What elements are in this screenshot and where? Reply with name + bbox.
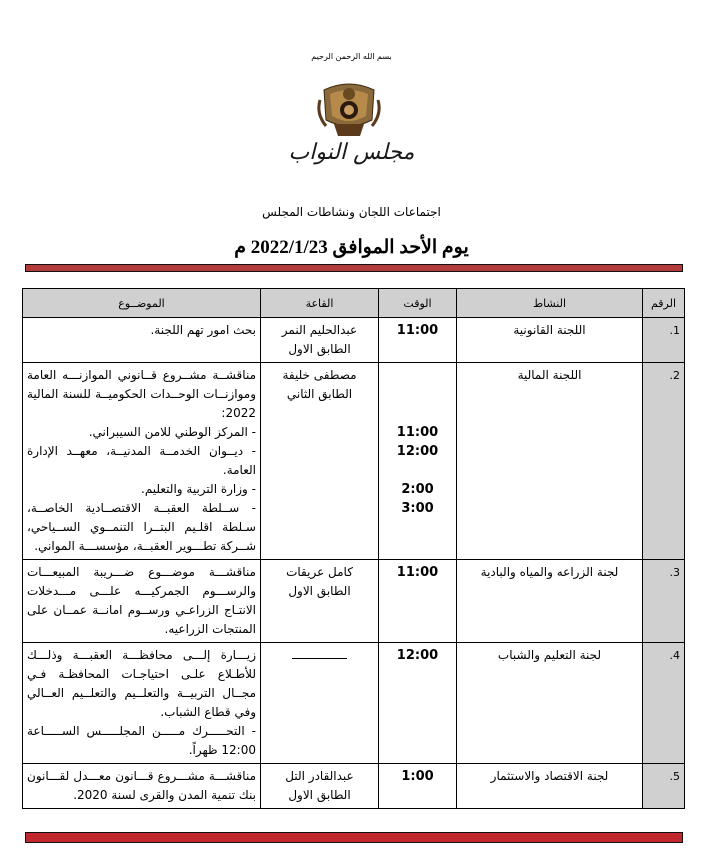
hall-floor: الطابق الاول [288,584,351,598]
row-time [379,560,457,643]
row-hall [261,363,379,560]
time-value [383,461,452,480]
table-row [23,643,685,764]
row-time [379,363,457,560]
hall-name: عبدالقادر التل [285,769,354,783]
row-hall [261,560,379,643]
header-number: الرقم [643,289,685,318]
header-hall: القاعة [261,289,379,318]
header-activity: النشاط [457,289,643,318]
table-row [23,363,685,560]
time-value: 12:00 [396,444,439,459]
row-hall [261,764,379,809]
row-topic [23,318,261,363]
time-value: 2:00 [401,482,434,497]
topic-line: - التحـــــرك مـــــن المجلـــــس الســـــاعة 12:00 ظهراً. [27,724,256,757]
time-value: 11:00 [396,565,439,580]
hall-floor: الطابق الاول [288,342,351,356]
hall-name: عبدالحليم النمر [281,323,358,337]
basmala: بسم الله الرحمن الرحيم [311,52,392,61]
row-number: 3. [643,560,685,643]
time-value [383,385,452,404]
table-header-row [23,289,685,318]
row-number: 2. [643,363,685,560]
page-title: اجتماعات اللجان ونشاطات المجلس [262,205,441,219]
time-value: 1:00 [401,769,434,784]
row-topic [23,560,261,643]
row-topic [23,363,261,560]
topic-line: - ديــوان الخدمــة المدنيــة، معهــد الإدارة العامة. [27,444,256,477]
row-time [379,643,457,764]
schedule-table [22,288,685,809]
row-topic [23,643,261,764]
time-value [383,366,452,385]
topic-line: مناقشـــة مشـــروع قـــانون معـــدل لقـــانون بنك تنمية المدن والقرى لسنة 2020. [27,769,256,802]
time-value: 12:00 [396,648,439,663]
row-activity: لجنة التعليم والشباب [457,643,643,764]
row-number: 5. [643,764,685,809]
hall-empty-line [292,648,347,659]
hall-floor: الطابق الاول [288,788,351,802]
row-activity: لجنة الزراعه والمياه والبادية [457,560,643,643]
header-topic: الموضــوع [23,289,261,318]
time-value [383,404,452,423]
time-value: 3:00 [401,501,434,516]
row-hall [261,318,379,363]
topic-line: مناقشـــة موضـــوع ضـــريبة المبيعـــات والرســـوم الجمركيـــه علـــى مـــدخلات الانتـاج الزراعـي ورســوم امانــة عمــان على المنتجات الزراعيه. [27,565,256,636]
table-row [23,764,685,809]
bottom-divider-bar [25,832,683,843]
header-time: الوقت [379,289,457,318]
table-row [23,318,685,363]
time-value: 11:00 [396,425,439,440]
row-time [379,764,457,809]
row-time [379,318,457,363]
topic-line: - المركز الوطني للامن السيبراني. [88,425,256,439]
time-value: 11:00 [396,323,439,338]
topic-line: مناقشــة مشــروع قــانوني الموازنـــه العامة وموازنــات الوحــدات الحكوميــة للسنة المالية 2022: [27,368,256,420]
row-number: 1. [643,318,685,363]
hall-name: كامل عريقات [286,565,353,579]
parliament-name: مجلس النواب [288,140,415,165]
row-activity: لجنة الاقتصاد والاستثمار [457,764,643,809]
coat-of-arms-icon [314,80,384,140]
topic-line: بحث امور تهم اللجنة. [150,323,256,337]
row-topic [23,764,261,809]
table-row [23,560,685,643]
row-activity: اللجنة القانونية [457,318,643,363]
hall-floor: الطابق الثاني [286,387,353,401]
row-activity: اللجنة المالية [457,363,643,560]
topic-line: - ســلطة العقبــة الاقتصــادية الخاصــة، سـلطة اقلـيم البتــرا التنمــوي الســياحي، شــركة تطـــوير العقبــة، مؤسســـة المواني. [27,501,256,553]
top-divider-bar [25,264,683,272]
hall-name: مصطفى خليفة [282,368,357,382]
row-hall [261,643,379,764]
topic-line: زيـــارة إلـــى محافظـــة العقبـــة وذلـــك للأطـلاع علـى احتياجـات المحافظـة فـي مجــال التربيــة والتعلــيم والتعلــيم العــالي وفي قطاع الشباب. [27,648,256,719]
row-number: 4. [643,643,685,764]
date-line: يوم الأحد الموافق 2022/1/23 م [234,237,469,258]
topic-line: - وزارة التربية والتعليم. [141,482,256,496]
